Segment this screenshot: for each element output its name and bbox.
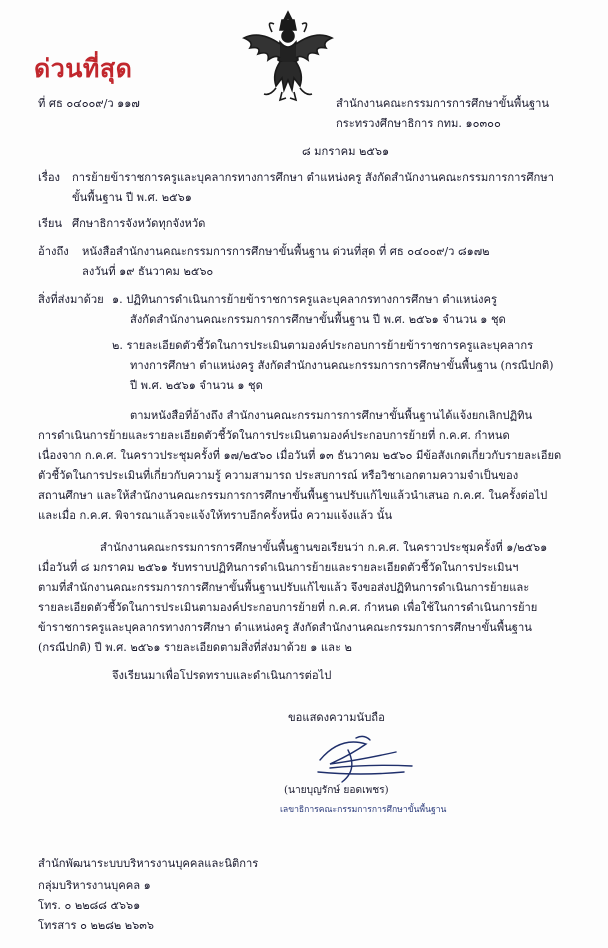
body-line: และเมื่อ ก.ค.ศ. พิจารณาแล้วจะแจ้งให้ทราบอีกครั้งหนึ่ง ความแจ้งแล้ว นั้น	[38, 509, 393, 522]
enclosure-item: ปี พ.ศ. ๒๕๖๑ จำนวน ๑ ชุด	[130, 379, 263, 392]
enclosures-label: สิ่งที่ส่งมาด้วย	[38, 293, 104, 306]
body-line: ข้าราชการครูและบุคลากรทางการศึกษา ตำแหน่งครู สังกัดสำนักงานคณะกรรมการการศึกษาขั้นพื้นฐาน	[38, 621, 532, 634]
subject-line: ขั้นพื้นฐาน ปี พ.ศ. ๒๕๖๑	[72, 191, 192, 204]
reference-label: อ้างถึง	[38, 245, 69, 258]
body-line: เนื่องจาก ก.ค.ศ. ในคราวประชุมครั้งที่ ๑๗/๒๕๖๐ เมื่อวันที่ ๑๓ ธันวาคม ๒๕๖๐ มีข้อสังเกตเกี่ยวกับรายละเอียด	[38, 449, 562, 462]
agency-name: สำนักงานคณะกรรมการการศึกษาขั้นพื้นฐาน	[336, 97, 550, 110]
garuda-emblem-icon	[236, 8, 340, 104]
body-line: (กรณีปกติ) ปี พ.ศ. ๒๕๖๑ รายละเอียดตามสิ่งที่ส่งมาด้วย ๑ และ ๒	[38, 641, 352, 654]
document-number: ที่ ศธ ๐๔๐๐๙/ว ๑๑๗	[38, 97, 140, 110]
agency-address: กระทรวงศึกษาธิการ กทม. ๑๐๓๐๐	[336, 117, 501, 130]
signature-icon	[300, 730, 430, 786]
addressee: ศึกษาธิการจังหวัดทุกจังหวัด	[72, 217, 206, 230]
body-line: ตามที่สำนักงานคณะกรรมการการศึกษาขั้นพื้นฐานปรับแก้ไขแล้ว จึงขอส่งปฏิทินการดำเนินการย้ายและ	[38, 581, 530, 594]
regards: ขอแสดงความนับถือ	[288, 711, 385, 724]
body-line: ตามหนังสือที่อ้างถึง สำนักงานคณะกรรมการการศึกษาขั้นพื้นฐานได้แจ้งยกเลิกปฏิทิน	[130, 409, 533, 422]
body-line: รายละเอียดตัวชี้วัดในการประเมินตามองค์ประกอบการย้ายที่ ก.ค.ศ. กำหนด เพื่อใช้ในการดำเนินการย้าย	[38, 601, 538, 614]
enclosure-item: ๑. ปฏิทินการดำเนินการย้ายข้าราชการครูและบุคลากรทางการศึกษา ตำแหน่งครู	[112, 293, 497, 306]
footer-phone: โทร. ๐ ๒๒๘๘ ๕๖๖๑	[38, 899, 141, 912]
footer-group: กลุ่มบริหารงานบุคคล ๑	[38, 879, 151, 892]
footer-fax: โทรสาร ๐ ๒๒๘๒ ๒๖๓๖	[38, 919, 154, 932]
body-line: สำนักงานคณะกรรมการการศึกษาขั้นพื้นฐานขอเรียนว่า ก.ค.ศ. ในคราวประชุมครั้งที่ ๑/๒๕๖๑	[100, 541, 548, 554]
subject-label: เรื่อง	[38, 171, 61, 184]
enclosure-item: ๒. รายละเอียดตัวชี้วัดในการประเมินตามองค์ประกอบการย้ายข้าราชการครูและบุคลากร	[112, 339, 534, 352]
enclosure-item: ทางการศึกษา ตำแหน่งครู สังกัดสำนักงานคณะกรรมการการศึกษาขั้นพื้นฐาน (กรณีปกติ)	[130, 359, 554, 372]
signatory-name: (นายบุญรักษ์ ยอดเพชร)	[284, 785, 389, 796]
body-line: การดำเนินการย้ายและรายละเอียดตัวชี้วัดในการประเมินตามองค์ประกอบการย้ายที่ ก.ค.ศ. กำหนด	[38, 429, 510, 442]
reference-line: ลงวันที่ ๑๙ ธันวาคม ๒๕๖๐	[82, 265, 214, 278]
body-line: ตัวชี้วัดในการประเมินที่เกี่ยวกับความรู้ ความสามารถ ประสบการณ์ หรือวิชาเอกตามความจำเป็นของ	[38, 469, 519, 482]
addressee-label: เรียน	[38, 217, 63, 230]
subject-line: การย้ายข้าราชการครูและบุคลากรทางการศึกษา ตำแหน่งครู สังกัดสำนักงานคณะกรรมการการศึกษา	[72, 171, 554, 184]
signatory-title: เลขาธิการคณะกรรมการการศึกษาขั้นพื้นฐาน	[280, 805, 447, 815]
closing-sentence: จึงเรียนมาเพื่อโปรดทราบและดำเนินการต่อไป	[112, 669, 332, 682]
body-line: สถานศึกษา และให้สำนักงานคณะกรรมการการศึกษาขั้นพื้นฐานปรับแก้ไขแล้วนำเสนอ ก.ค.ศ. ในครั้งต่อไป	[38, 489, 548, 502]
body-line: เมื่อวันที่ ๘ มกราคม ๒๕๖๑ รับทราบปฏิทินการดำเนินการย้ายและรายละเอียดตัวชี้วัดในการประเมินฯ	[38, 561, 519, 574]
footer-office: สำนักพัฒนาระบบบริหารงานบุคคลและนิติการ	[38, 857, 259, 870]
document-date: ๘ มกราคม ๒๕๖๑	[302, 145, 390, 158]
reference-line: หนังสือสำนักงานคณะกรรมการการศึกษาขั้นพื้นฐาน ด่วนที่สุด ที่ ศธ ๐๔๐๐๙/ว ๘๑๗๒	[82, 245, 490, 258]
urgency-stamp: ด่วนที่สุด	[34, 54, 133, 83]
enclosure-item: สังกัดสำนักงานคณะกรรมการการศึกษาขั้นพื้นฐาน ปี พ.ศ. ๒๕๖๑ จำนวน ๑ ชุด	[130, 313, 506, 326]
